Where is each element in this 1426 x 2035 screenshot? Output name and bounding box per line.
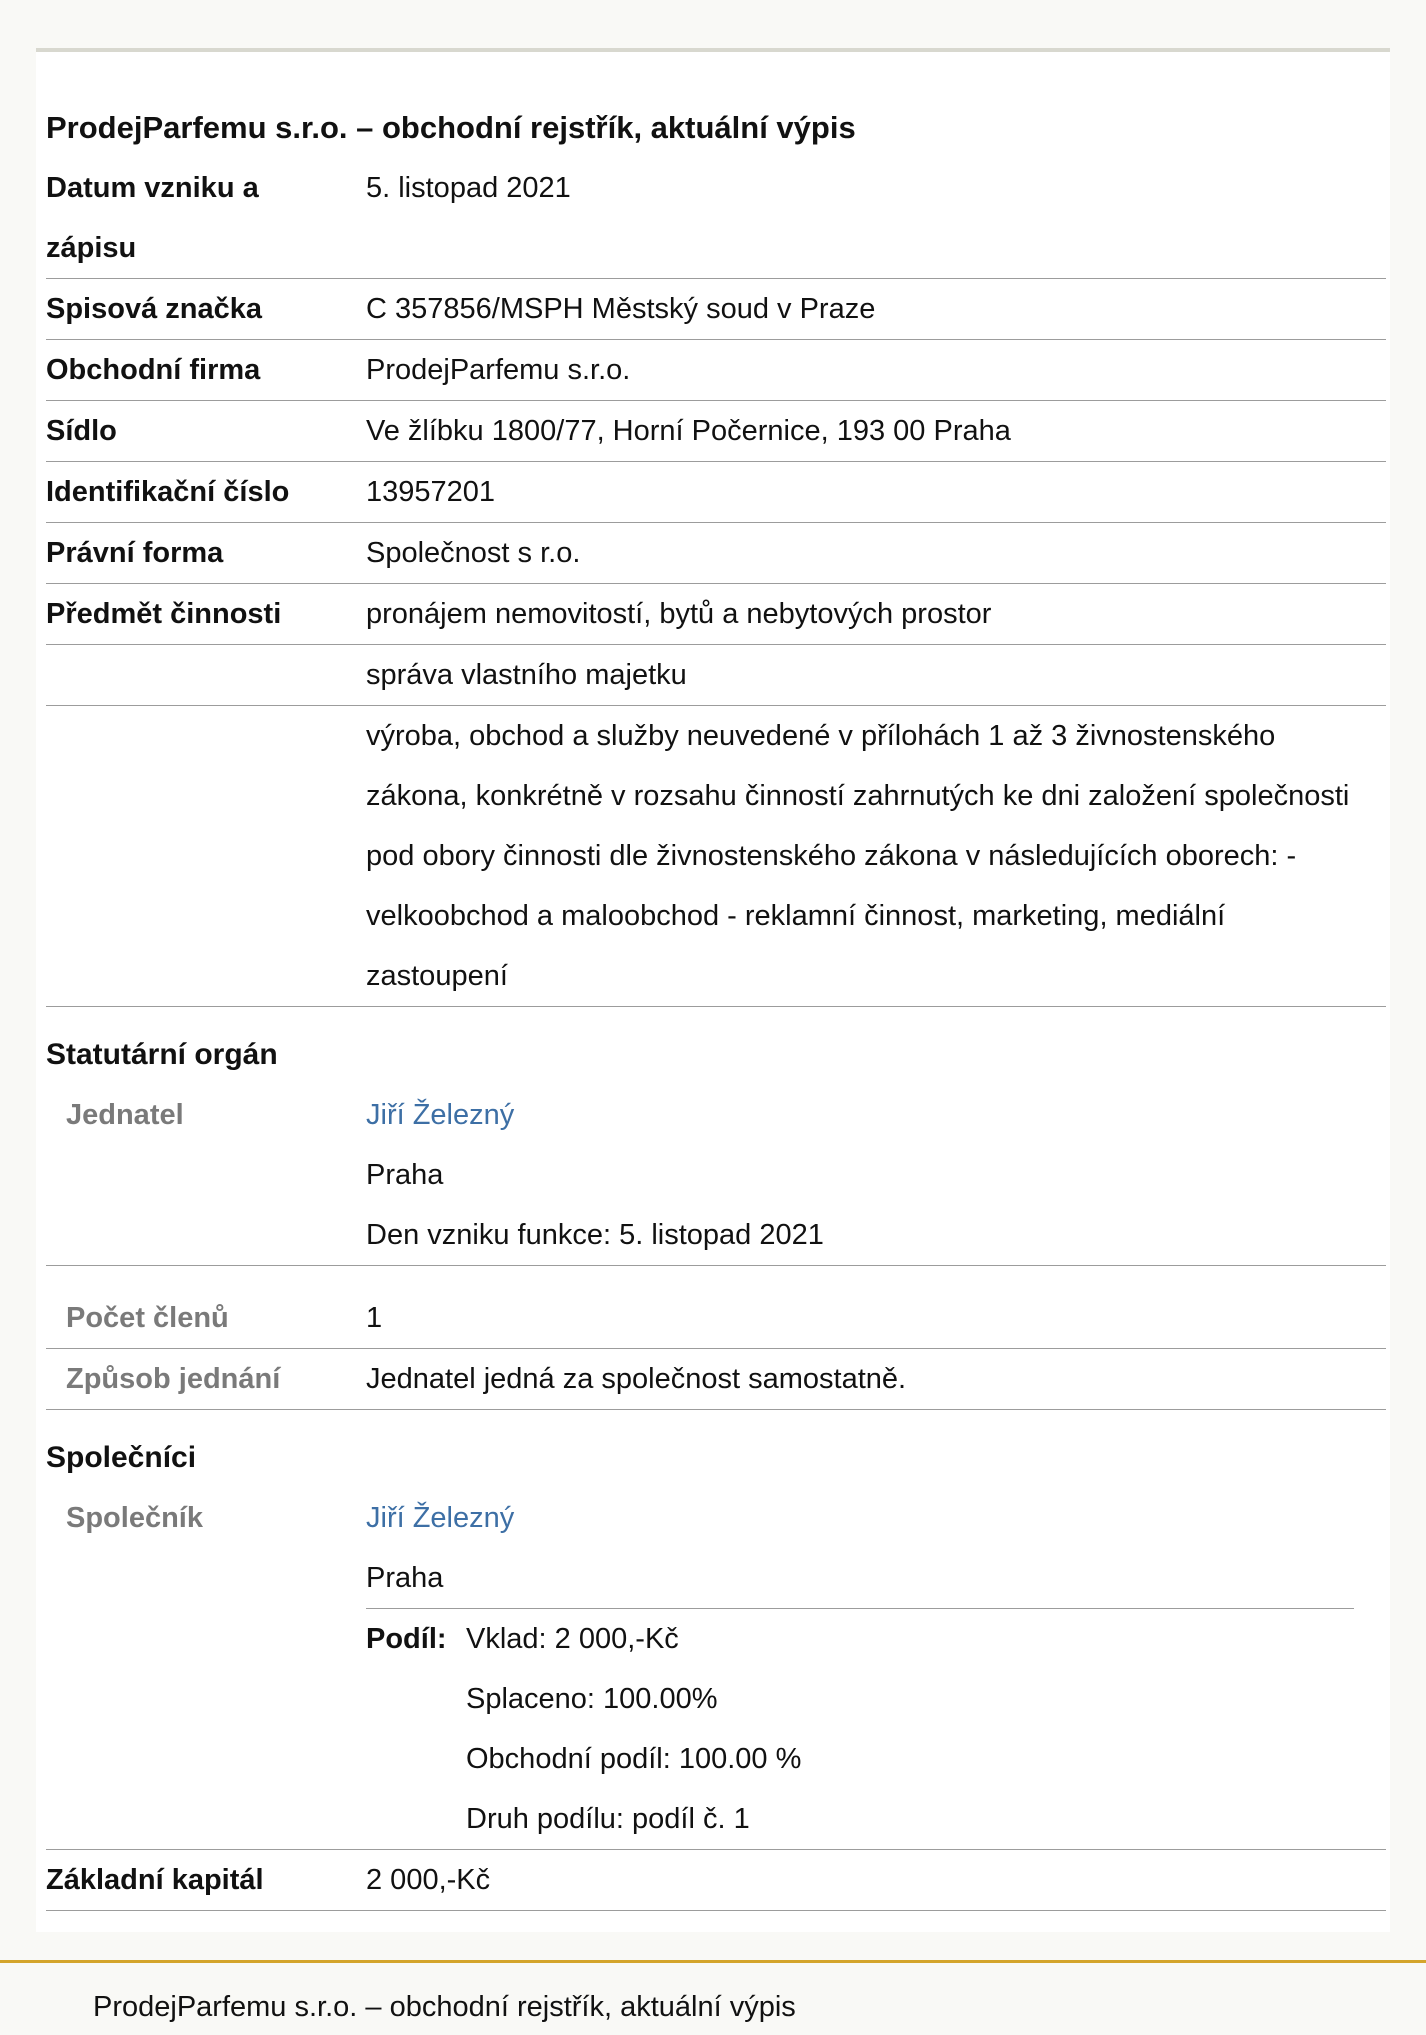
empty-label xyxy=(46,706,366,1006)
activity-item-long xyxy=(366,706,1386,1006)
field-label: Datum vzniku a zápisu xyxy=(46,172,259,264)
activity-text-line: výroba, obchod a služby neuvedené v přílohách 1 až 3 živnostenského xyxy=(366,720,1276,752)
activity-text-line: pod obory činnosti dle živnostenského zákona v následujících oborech: - xyxy=(366,840,1297,872)
field-value: 13957201 xyxy=(366,476,496,508)
row-predmet-cinnosti-2 xyxy=(46,645,1386,706)
row-obchodni-firma xyxy=(46,340,1386,401)
row-spisova-znacka xyxy=(46,279,1386,340)
share-line: Vklad: 2 000,-Kč xyxy=(466,1623,679,1655)
share-line: Obchodní podíl: 100.00 % xyxy=(466,1743,802,1775)
field-label: Obchodní firma xyxy=(46,354,261,386)
field-value: 2 000,-Kč xyxy=(366,1864,491,1896)
activity-item: pronájem nemovitostí, bytů a nebytových prostor xyxy=(366,598,992,630)
field-label: Jednatel xyxy=(66,1099,184,1131)
field-label: Základní kapitál xyxy=(46,1864,264,1896)
row-zpusob-jednani xyxy=(46,1349,1386,1410)
row-spolecnik xyxy=(46,1488,1386,1850)
field-label: Sídlo xyxy=(46,415,117,447)
share-line: Druh podílu: podíl č. 1 xyxy=(466,1803,750,1835)
jednatel-city: Praha xyxy=(366,1159,444,1191)
jednatel-since: Den vzniku funkce: 5. listopad 2021 xyxy=(366,1219,824,1251)
row-datum-vzniku xyxy=(46,158,1386,279)
activity-text-line: zastoupení xyxy=(366,960,508,992)
register-extract xyxy=(46,98,1386,1911)
row-predmet-cinnosti xyxy=(46,584,1386,645)
row-identifikacni-cislo xyxy=(46,462,1386,523)
field-label: Společník xyxy=(66,1502,203,1534)
activity-text-line: zákona, konkrétně v rozsahu činností zahrnutých ke dni založení společnosti xyxy=(366,780,1350,812)
field-label: Předmět činnosti xyxy=(46,598,282,630)
share-label: Podíl: xyxy=(366,1623,447,1655)
page-title: ProdejParfemu s.r.o. – obchodní rejstřík, aktuální výpis xyxy=(46,110,856,145)
row-pocet-clenu xyxy=(46,1288,1386,1349)
field-value: Společnost s r.o. xyxy=(366,537,581,569)
spolecnik-city: Praha xyxy=(366,1562,444,1594)
field-label: Identifikační číslo xyxy=(46,476,290,508)
field-value: 5. listopad 2021 xyxy=(366,172,571,204)
field-label: Počet členů xyxy=(66,1302,229,1334)
row-sidlo xyxy=(46,401,1386,462)
row-zakladni-kapital xyxy=(46,1850,1386,1911)
register-extract-card xyxy=(36,48,1390,1932)
section-statutarni-organ: Statutární orgán xyxy=(46,1038,278,1071)
row-jednatel xyxy=(46,1085,1386,1266)
activity-item: správa vlastního majetku xyxy=(366,659,687,691)
footer-text: ProdejParfemu s.r.o. – obchodní rejstřík, aktuální výpis xyxy=(93,1991,796,2023)
empty-label xyxy=(46,645,366,705)
field-value: Jednatel jedná za společnost samostatně. xyxy=(366,1363,907,1395)
spolecnik-name-link[interactable]: Jiří Železný xyxy=(366,1502,515,1534)
row-predmet-cinnosti-3 xyxy=(46,706,1386,1007)
share-line: Splaceno: 100.00% xyxy=(466,1683,718,1715)
share-details xyxy=(466,1609,801,1849)
activity-text-line: velkoobchod a maloobchod - reklamní činnost, marketing, mediální xyxy=(366,900,1226,932)
field-label: Právní forma xyxy=(46,537,224,569)
field-value: C 357856/MSPH Městský soud v Praze xyxy=(366,293,876,325)
jednatel-name-link[interactable]: Jiří Železný xyxy=(366,1099,515,1131)
share-block xyxy=(366,1609,1386,1849)
jednatel-details xyxy=(366,1085,1386,1265)
spolecnik-details xyxy=(366,1488,1386,1849)
field-value: 1 xyxy=(366,1302,383,1334)
row-pravni-forma xyxy=(46,523,1386,584)
field-value: ProdejParfemu s.r.o. xyxy=(366,354,631,386)
field-label: Spisová značka xyxy=(46,293,262,325)
field-label: Způsob jednání xyxy=(66,1363,281,1395)
field-value: Ve žlíbku 1800/77, Horní Počernice, 193 00 Praha xyxy=(366,415,1011,447)
footer xyxy=(0,1960,1426,2035)
section-spolecnici: Společníci xyxy=(46,1441,197,1474)
